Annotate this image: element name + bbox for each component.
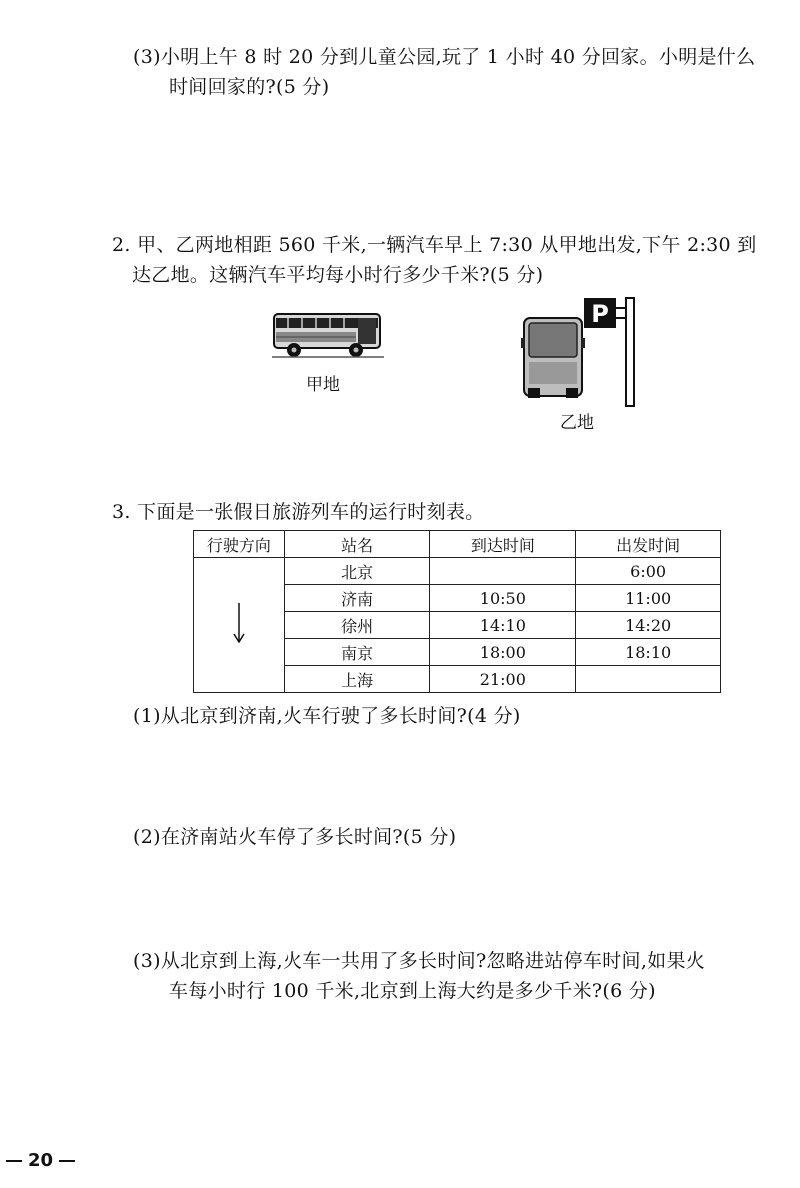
- question-2-line1: 2. 甲、乙两地相距 560 千米,一辆汽车早上 7:30 从甲地出发,下午 2:30 到: [112, 234, 757, 256]
- arrive-cell: 18:00: [430, 639, 576, 666]
- arrow-down-icon: [232, 603, 246, 643]
- arrive-cell: [430, 558, 576, 585]
- label-place-a: 甲地: [306, 375, 340, 395]
- question-3-3: [133, 946, 705, 1006]
- page-number: [0, 1150, 81, 1171]
- depart-cell: 11:00: [576, 585, 721, 612]
- question-3-3-line1: (3)从北京到上海,火车一共用了多长时间?忽略进站停车时间,如果火: [133, 950, 706, 972]
- depart-cell: 14:20: [576, 612, 721, 639]
- header-depart: 出发时间: [576, 531, 721, 558]
- header-arrive: 到达时间: [430, 531, 576, 558]
- page-number-dash-right: [59, 1160, 75, 1162]
- page-number-dash-left: [6, 1160, 22, 1162]
- station-cell: 北京: [284, 558, 430, 585]
- station-cell: 上海: [284, 666, 430, 693]
- train-timetable: [193, 530, 721, 693]
- question-2: [112, 230, 757, 290]
- depart-cell: 18:10: [576, 639, 721, 666]
- question-3-1-text: (1)从北京到济南,火车行驶了多长时间?(4 分): [133, 705, 521, 727]
- header-direction: 行驶方向: [194, 531, 285, 558]
- question-3-2: [133, 822, 456, 852]
- question-1-3: [133, 42, 755, 102]
- arrive-cell: 14:10: [430, 612, 576, 639]
- page-number-value: 20: [28, 1150, 54, 1171]
- header-station: 站名: [284, 531, 430, 558]
- question-1-3-line1: (3)小明上午 8 时 20 分到儿童公园,玩了 1 小时 40 分回家。小明是什么: [133, 46, 756, 68]
- table-row: [194, 558, 721, 585]
- depart-cell: [576, 666, 721, 693]
- station-cell: 徐州: [284, 612, 430, 639]
- direction-cell: [194, 558, 285, 693]
- depart-cell: 6:00: [576, 558, 721, 585]
- question-2-line2: 达乙地。这辆汽车平均每小时行多少千米?(5 分): [132, 264, 544, 286]
- arrive-cell: 10:50: [430, 585, 576, 612]
- question-1-3-line2: 时间回家的?(5 分): [169, 76, 330, 98]
- parking-sign-letter: P: [591, 300, 609, 328]
- table-header-row: [194, 531, 721, 558]
- bus-side-icon: [272, 308, 384, 360]
- question-3-1: [133, 701, 521, 731]
- question-3-intro: [112, 497, 484, 527]
- question-3-intro-text: 3. 下面是一张假日旅游列车的运行时刻表。: [112, 501, 485, 523]
- question-3-3-line2: 车每小时行 100 千米,北京到上海大约是多少千米?(6 分): [169, 980, 656, 1002]
- question-3-2-text: (2)在济南站火车停了多长时间?(5 分): [133, 826, 457, 848]
- arrive-cell: 21:00: [430, 666, 576, 693]
- label-place-b: 乙地: [560, 413, 594, 433]
- station-cell: 济南: [284, 585, 430, 612]
- bus-front-parking-icon: [520, 296, 650, 408]
- station-cell: 南京: [284, 639, 430, 666]
